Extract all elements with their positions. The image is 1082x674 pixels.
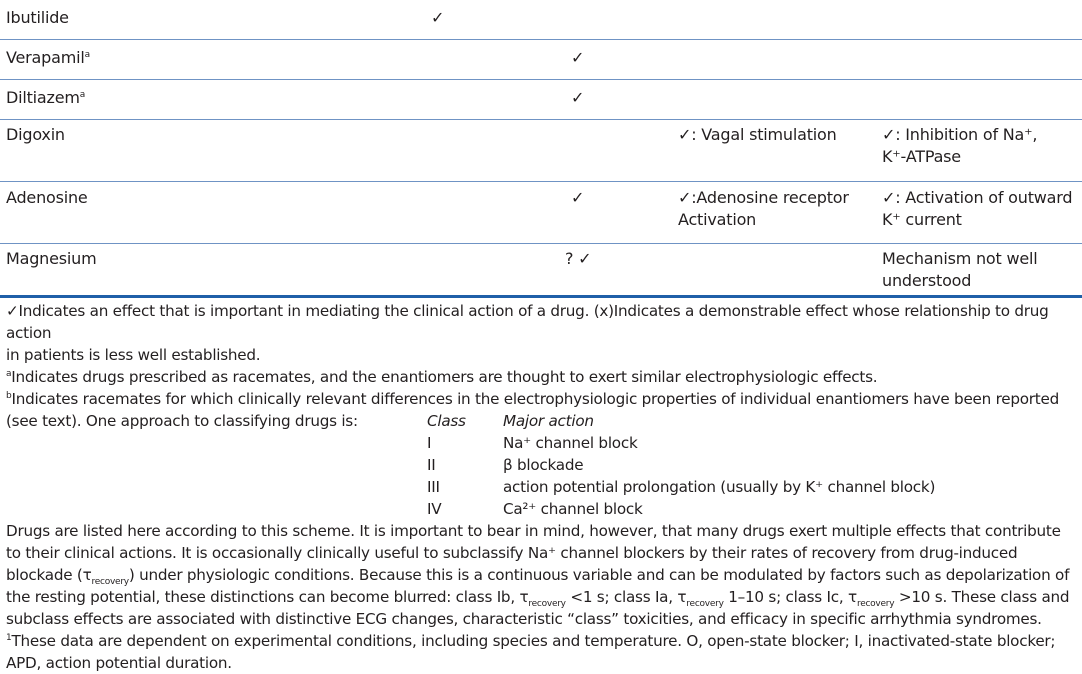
check-mark: ✓ [571,188,585,207]
scheme-class: III [427,478,440,496]
a-footnote: $^a$Indicates drugs prescribed as racemates, and the enantiomers are thought to exert similar electrophysiologic effects. [6,368,878,386]
scheme-header-class: Class [427,412,466,430]
scheme-paragraph: blockade $(\tau_{recovery})$ under physiologic conditions. Because this is a continuous variable and can be modulated by factors such as depolarization of [6,566,1070,587]
mechanism-cell: ✓: Vagal stimulation [678,125,837,144]
check-mark: ✓ [431,8,445,27]
scheme-header-action: Major action [503,412,594,430]
table-row [0,40,1082,80]
scheme-action: β blockade [503,456,584,474]
scheme-action: Na⁺ channel block [503,434,638,452]
table-row [0,120,1082,182]
table-footnotes [6,300,1082,674]
mechanism-cell: ✓:Adenosine receptor [678,188,849,207]
table-row [0,0,1082,40]
mechanism-cell: ✓: Activation of outward [882,188,1073,207]
mechanism-cell-line2: understood [882,271,972,290]
check-mark: ✓ [571,48,585,67]
scheme-class: II [427,456,436,474]
check-footnote-cont: in patients is less well established. [6,346,261,364]
table-row [0,182,1082,244]
scheme-paragraph: the resting potential, these distinctions can become blurred: class Ib, $\tau_{recovery} <1$ s; class Ia, $\tau_{recovery}$ 1–10 s; class Ic, $\tau_{recovery} >10$ s. These class and [6,588,1070,609]
table-row [0,80,1082,120]
table-row [0,244,1082,297]
drug-name: Diltiazem$^a$ [6,88,86,107]
table-bottom-rule [0,295,1082,298]
mechanism-cell-line2: Activation [678,210,757,229]
drug-name: Adenosine [6,188,88,207]
scheme-paragraph: Drugs are listed here according to this scheme. It is important to bear in mind, however, that many drugs exert multiple effects that contribute [6,522,1061,540]
drug-name: Magnesium [6,249,97,268]
mechanism-cell: ✓: Inhibition of Na⁺, [882,125,1038,144]
mechanism-cell-line2: K⁺-ATPase [882,147,961,166]
scheme-class: IV [427,500,442,518]
drug-table [0,0,1082,297]
drug-name: Ibutilide [6,8,69,27]
class-scheme [6,410,1082,520]
drug-name: Digoxin [6,125,65,144]
scheme-action: Ca²⁺ channel block [503,500,643,518]
mechanism-cell-line2: K⁺ current [882,210,962,229]
scheme-paragraph: subclass effects are associated with distinctive ECG changes, characteristic “class” toxicities, and efficacy in specific arrhythmia syndromes. [6,610,1042,628]
dagger-footnote-cont: APD, action potential duration. [6,654,232,672]
b-footnote: $^b$Indicates racemates for which clinically relevant differences in the electrophysiologic properties of individual enantiomers have been reported [6,390,1059,408]
check-mark: ? ✓ [565,249,592,268]
scheme-paragraph: to their clinical actions. It is occasionally clinically useful to subclassify Na⁺ channel blockers by their rates of recovery from drug-induced [6,544,1018,562]
scheme-class: I [427,434,432,452]
mechanism-cell: Mechanism not well [882,249,1038,268]
b-footnote-cont: (see text). One approach to classifying drugs is: [6,412,358,430]
drug-name: Verapamil$^a$ [6,48,90,67]
check-mark: ✓ [571,88,585,107]
check-footnote: ✓Indicates an effect that is important in mediating the clinical action of a drug. (x)Indicates a demonstrable effect whose relationship to drug action [6,302,1049,342]
scheme-action: action potential prolongation (usually by K⁺ channel block) [503,478,936,496]
dagger-footnote: $^1$These data are dependent on experimental conditions, including species and temperature. O, open-state blocker; I, inactivated-state blocker; [6,632,1056,650]
